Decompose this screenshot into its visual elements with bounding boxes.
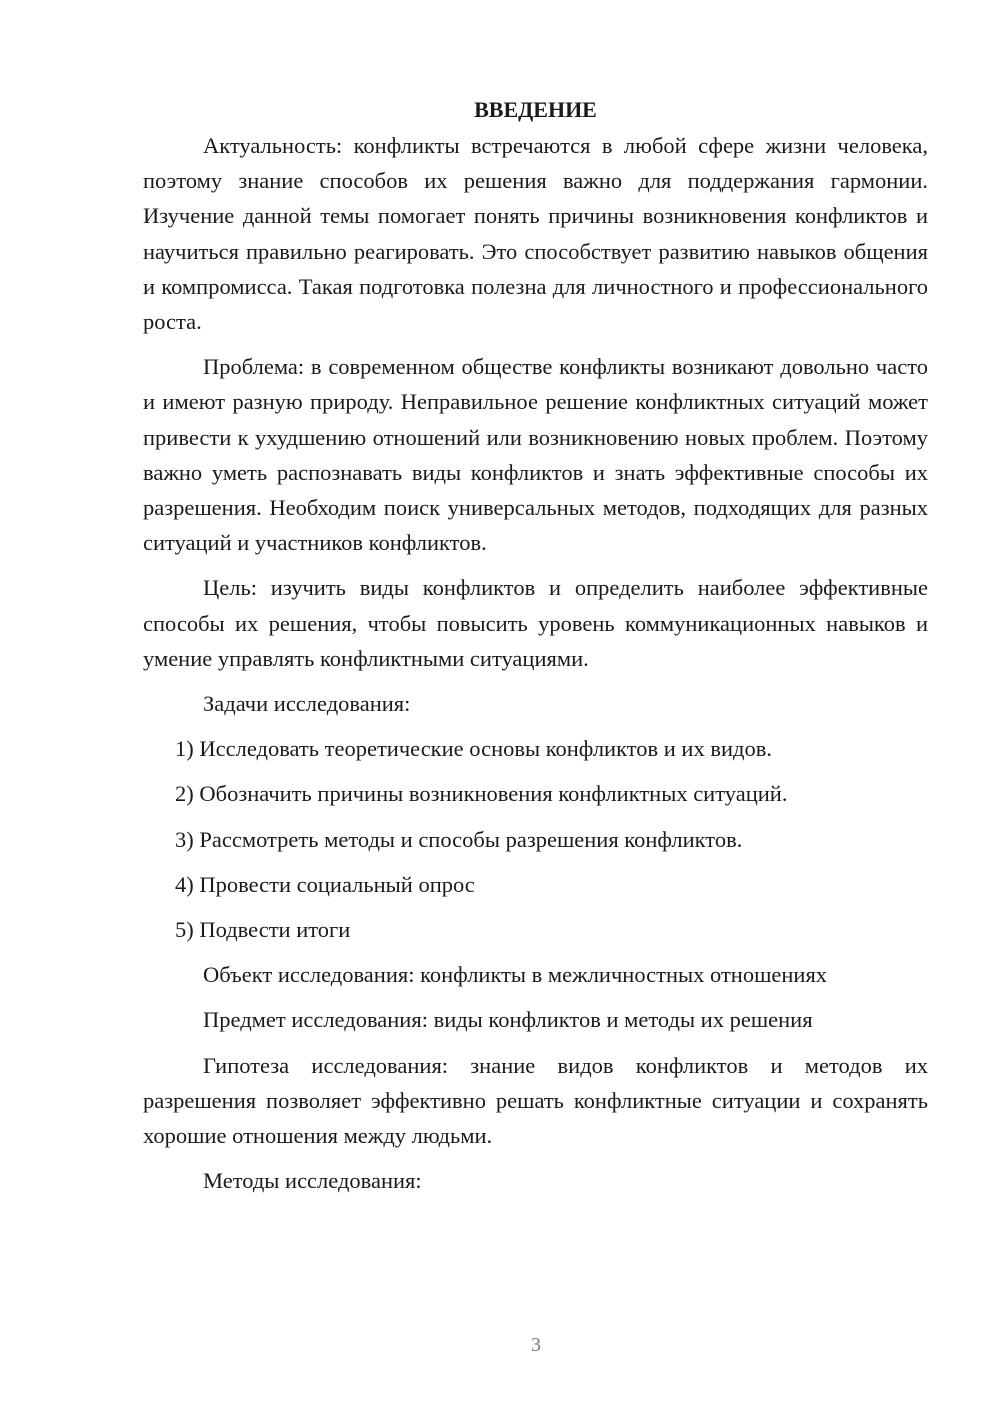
paragraph-subject: Предмет исследования: виды конфликтов и методы их решения [203, 1007, 813, 1033]
methods-heading: Методы исследования: [203, 1168, 422, 1194]
paragraph-relevance: Актуальность: конфликты встречаются в любой сфере жизни человека, поэтому знание способов их решения важно для поддержания гармонии. Изучение данной темы помогает понять причины возникновения конфликтов и научиться правильно реагировать. Это способствует развитию навыков общения и компромисса. Такая подготовка полезна для личностного и профессионального роста. [143, 133, 928, 335]
task-item: 2) Обозначить причины возникновения конфликтных ситуаций. [175, 781, 788, 807]
task-item: 1) Исследовать теоретические основы конфликтов и их видов. [175, 736, 772, 762]
tasks-list [143, 731, 928, 947]
paragraph-object: Объект исследования: конфликты в межличностных отношениях [203, 962, 828, 988]
page-content [143, 92, 928, 1208]
paragraph-goal: Цель: изучить виды конфликтов и определить наиболее эффективные способы их решения, чтобы повысить уровень коммуникационных навыков и умение управлять конфликтными ситуациями. [143, 575, 928, 671]
task-item: 5) Подвести итоги [175, 917, 351, 943]
paragraph-problem: Проблема: в современном обществе конфликты возникают довольно часто и имеют разную природу. Неправильное решение конфликтных ситуаций может привести к ухудшению отношений или возникновению новых проблем. Поэтому важно уметь распознавать виды конфликтов и знать эффективные способы их разрешения. Необходим поиск универсальных методов, подходящих для разных ситуаций и участников конфликтов. [143, 354, 928, 556]
page-number: 3 [531, 1334, 541, 1356]
paragraph-hypothesis: Гипотеза исследования: знание видов конфликтов и методов их разрешения позволяет эффективно решать конфликтные ситуации и сохранять хорошие отношения между людьми. [143, 1052, 928, 1149]
tasks-heading: Задачи исследования: [203, 691, 411, 717]
section-title: ВВЕДЕНИЕ [474, 97, 597, 122]
task-item: 3) Рассмотреть методы и способы разрешения конфликтов. [175, 826, 743, 852]
task-item: 4) Провести социальный опрос [175, 871, 475, 897]
